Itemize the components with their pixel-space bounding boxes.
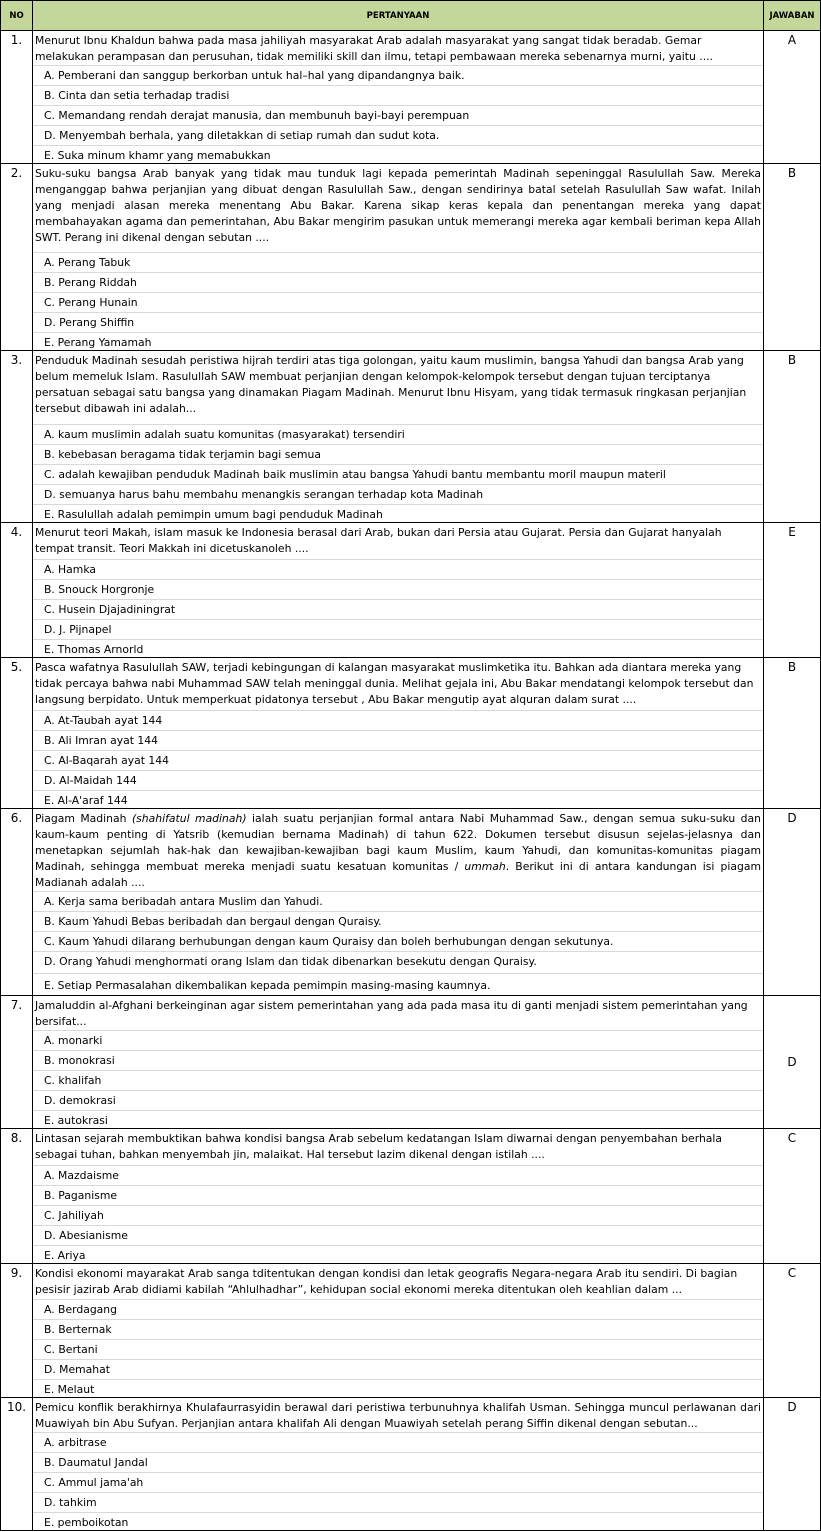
answer-key: C xyxy=(763,1263,821,1398)
option-a: A. Hamka xyxy=(33,559,763,579)
option-a: A. At-Taubah ayat 144 xyxy=(33,710,763,730)
question-row-5 xyxy=(0,657,821,809)
question-row-9 xyxy=(0,1263,821,1398)
option-b: B. Perang Riddah xyxy=(33,272,763,292)
question-text: Kondisi ekonomi mayarakat Arab sanga tditentukan dengan kondisi dan letak geografis Negara-negara Arab itu sendiri. Di bagian pesisir jazirab Arab didiami kabilah “Ahlulhadhar”, kehidupan social ekonomi mereka ditentukan oleh keahlian dalam ... xyxy=(35,1267,738,1296)
question-number: 6. xyxy=(0,808,33,996)
option-d: D. tahkim xyxy=(33,1492,763,1512)
option-a: A. kaum muslimin adalah suatu komunitas (masyarakat) tersendiri xyxy=(33,424,763,444)
question-cell xyxy=(32,163,764,351)
option-b: B. Ali Imran ayat 144 xyxy=(33,730,763,750)
option-e: E. autokrasi xyxy=(33,1110,763,1130)
question-number: 2. xyxy=(0,163,33,351)
option-a: A. Pemberani dan sanggup berkorban untuk hal–hal yang dipandangnya baik. xyxy=(33,65,763,85)
question-text-italic: (shahifatul madinah) xyxy=(131,812,247,825)
question-row-8 xyxy=(0,1128,821,1264)
question-text-part: Piagam Madinah xyxy=(35,812,132,825)
option-a: A. arbitrase xyxy=(33,1432,763,1452)
option-a: A. Mazdaisme xyxy=(33,1165,763,1185)
option-e: E. Ariya xyxy=(33,1245,763,1265)
option-d: D. Menyembah berhala, yang diletakkan di setiap rumah dan sudut kota. xyxy=(33,125,763,145)
question-number: 9. xyxy=(0,1263,33,1398)
option-a: A. Kerja sama beribadah antara Muslim dan Yahudi. xyxy=(33,891,763,911)
header-no: NO xyxy=(0,0,33,31)
question-text: Pemicu konflik berakhirnya Khulafaurrasyidin berawal dari peristiwa terbunuhnya khalifah Usman. Sehingga muncul perlawanan dari Muawiyah bin Abu Sufyan. Perjanjian antara khalifah Ali dengan Muawiyah setelah perang Siffin dikenal dengan sebutan... xyxy=(35,1401,761,1430)
option-d: D. Orang Yahudi menghormati orang Islam dan tidak dibenarkan besekutu dengan Quraisy. xyxy=(33,951,763,971)
option-b: B. Daumatul Jandal xyxy=(33,1452,763,1472)
option-b: B. Kaum Yahudi Bebas beribadah dan bergaul dengan Quraisy. xyxy=(33,911,763,931)
option-d: D. Memahat xyxy=(33,1359,763,1379)
question-number: 8. xyxy=(0,1128,33,1264)
option-e: E. Suka minum khamr yang memabukkan xyxy=(33,145,763,165)
question-text: Lintasan sejarah membuktikan bahwa kondisi bangsa Arab sebelum kedatangan Islam diwarnai dengan penyembahan berhala sebagai tuhan, bahkan menyembah jin, malaikat. Hal tersebut lazim dikenal dengan istilah .... xyxy=(35,1132,723,1161)
question-text: Pasca wafatnya Rasulullah SAW, terjadi kebingungan di kalangan masyarakat muslimketika itu. Bahkan ada diantara mereka yang tidak percaya bahwa nabi Muhammad SAW telah meninggal dunia. Melihat gejala ini, Abu Bakar mendatangi kelompok tersebut dan langsung berpidato. Untuk memperkuat pidatonya tersebut , Abu Bakar mengutip ayat alquran dalam surat .... xyxy=(35,661,754,706)
option-a: A. Berdagang xyxy=(33,1299,763,1319)
answer-key: A xyxy=(763,30,821,164)
option-e: E. Al-A'araf 144 xyxy=(33,790,763,810)
question-number: 5. xyxy=(0,657,33,809)
option-a: A. monarki xyxy=(33,1030,763,1050)
question-row-6 xyxy=(0,808,821,996)
option-d: D. Perang Shiffin xyxy=(33,312,763,332)
option-e: E. Melaut xyxy=(33,1379,763,1399)
option-b: B. monokrasi xyxy=(33,1050,763,1070)
answer-key: D xyxy=(763,995,821,1129)
option-e: E. Perang Yamamah xyxy=(33,332,763,352)
option-d: D. semuanya harus bahu membahu menangkis serangan terhadap kota Madinah xyxy=(33,484,763,504)
question-number: 4. xyxy=(0,522,33,658)
question-text: Jamaluddin al-Afghani berkeinginan agar sistem pemerintahan yang ada pada masa itu di ganti menjadi sistem pemerintahan yang bersifat... xyxy=(35,999,748,1028)
option-c: C. khalifah xyxy=(33,1070,763,1090)
question-text-italic: ummah xyxy=(464,860,506,873)
option-c: C. Husein Djajadiningrat xyxy=(33,599,763,619)
question-number: 3. xyxy=(0,350,33,523)
answer-key: B xyxy=(763,350,821,523)
option-c: C. Kaum Yahudi dilarang berhubungan dengan kaum Quraisy dan boleh berhubungan dengan sekutunya. xyxy=(33,931,763,951)
question-cell xyxy=(32,1397,764,1531)
question-text-part: . Berikut ini di antara kandungan isi piagam Madianah adalah .... xyxy=(35,860,761,889)
option-d: D. demokrasi xyxy=(33,1090,763,1110)
option-d: D. Abesianisme xyxy=(33,1225,763,1245)
option-b: B. Paganisme xyxy=(33,1185,763,1205)
question-row-10 xyxy=(0,1397,821,1531)
question-row-3 xyxy=(0,350,821,523)
option-c: C. Memandang rendah derajat manusia, dan membunuh bayi-bayi perempuan xyxy=(33,105,763,125)
option-b: B. Berternak xyxy=(33,1319,763,1339)
option-a: A. Perang Tabuk xyxy=(33,252,763,272)
answer-key: B xyxy=(763,657,821,809)
question-cell xyxy=(32,350,764,523)
question-row-2 xyxy=(0,163,821,351)
question-text: Suku-suku bangsa Arab banyak yang tidak mau tunduk lagi kepada pemerintah Madinah sepeninggal Rasulullah Saw. Mereka menganggap bahwa perjanjian yang dibuat dengan Rasulullah Saw., dengan sendirinya batal setelah Rasulullah Saw wafat. Inilah yang menjadi alasan mereka menentang Abu Bakar. Karena sikap keras kepala dan penentangan mereka yang dapat membahayakan agama dan pemerintahan, Abu Bakar mengirim pasukan untuk memerangi mereka agar kembali beriman kepa Allah SWT. Perang ini dikenal dengan sebutan .... xyxy=(35,167,761,244)
question-text-part: ialah suatu perjanjian formal antara Nabi Muhammad Saw., dengan semua suku-suku dan kaum-kaum penting di Yatsrib (kemudian bernama Madinah) di tahun 622. Dokumen tersebut disusun sejelas-jelasnya dan menetapkan sejumlah hak-hak dan kewajiban-kewajiban bagi kaum Muslim, kaum Yahudi, dan komunitas-komunitas piagam Madinah, sehingga membuat mereka menjadi suatu kesatuan komunitas / xyxy=(35,812,761,873)
question-cell xyxy=(32,30,764,164)
option-b: B. kebebasan beragama tidak terjamin bagi semua xyxy=(33,444,763,464)
question-row-1 xyxy=(0,30,821,164)
option-c: C. Bertani xyxy=(33,1339,763,1359)
question-row-4 xyxy=(0,522,821,658)
option-e: E. Thomas Arnorld xyxy=(33,639,763,659)
question-cell xyxy=(32,657,764,809)
question-number: 1. xyxy=(0,30,33,164)
question-row-7 xyxy=(0,995,821,1129)
answer-key: B xyxy=(763,163,821,351)
question-text: Menurut Ibnu Khaldun bahwa pada masa jahiliyah masyarakat Arab adalah masyarakat yang sangat tidak beradab. Gemar melakukan perampasan dan perusuhan, tidak memiliki skill dan ilmu, tetapi pembawaan mereka sebenarnya murni, yaitu .... xyxy=(35,34,713,63)
header-question: PERTANYAAN xyxy=(32,0,764,31)
option-c: C. Ammul jama'ah xyxy=(33,1472,763,1492)
option-c: C. Jahiliyah xyxy=(33,1205,763,1225)
answer-key: D xyxy=(763,808,821,996)
question-cell xyxy=(32,522,764,658)
question-text xyxy=(35,811,761,891)
question-text: Penduduk Madinah sesudah peristiwa hijrah terdiri atas tiga golongan, yaitu kaum muslimin, bangsa Yahudi dan bangsa Arab yang belum memeluk Islam. Rasulullah SAW membuat perjanjian dengan kelompok-kelompok tersebut dengan tujuan terciptanya persatuan sebagai satu bangsa yang dinamakan Piagam Madinah. Menurut Ibnu Hisyam, yang tidak termasuk ringkasan perjanjian tersebut dibawah ini adalah... xyxy=(35,354,747,415)
option-c: C. Perang Hunain xyxy=(33,292,763,312)
option-b: B. Snouck Horgronje xyxy=(33,579,763,599)
option-d: D. Al-Maidah 144 xyxy=(33,770,763,790)
question-number: 10. xyxy=(0,1397,33,1531)
question-text: Menurut teori Makah, islam masuk ke Indonesia berasal dari Arab, bukan dari Persia atau Gujarat. Persia dan Gujarat hanyalah tempat transit. Teori Makkah ini dicetuskanoleh .... xyxy=(35,526,722,555)
answer-key: D xyxy=(763,1397,821,1531)
option-b: B. Cinta dan setia terhadap tradisi xyxy=(33,85,763,105)
answer-key: E xyxy=(763,522,821,658)
question-cell xyxy=(32,1128,764,1264)
question-number: 7. xyxy=(0,995,33,1129)
answer-key: C xyxy=(763,1128,821,1264)
option-e: E. Rasulullah adalah pemimpin umum bagi penduduk Madinah xyxy=(33,504,763,524)
question-cell xyxy=(32,1263,764,1398)
option-e: E. Setiap Permasalahan dikembalikan kepada pemimpin masing-masing kaumnya. xyxy=(33,973,763,997)
question-cell xyxy=(32,995,764,1129)
question-cell xyxy=(32,808,764,996)
option-c: C. adalah kewajiban penduduk Madinah baik muslimin atau bangsa Yahudi bantu membantu moril maupun materil xyxy=(33,464,763,484)
option-e: E. pemboikotan xyxy=(33,1512,763,1532)
option-c: C. Al-Baqarah ayat 144 xyxy=(33,750,763,770)
option-d: D. J. Pijnapel xyxy=(33,619,763,639)
header-answer: JAWABAN xyxy=(763,0,821,31)
